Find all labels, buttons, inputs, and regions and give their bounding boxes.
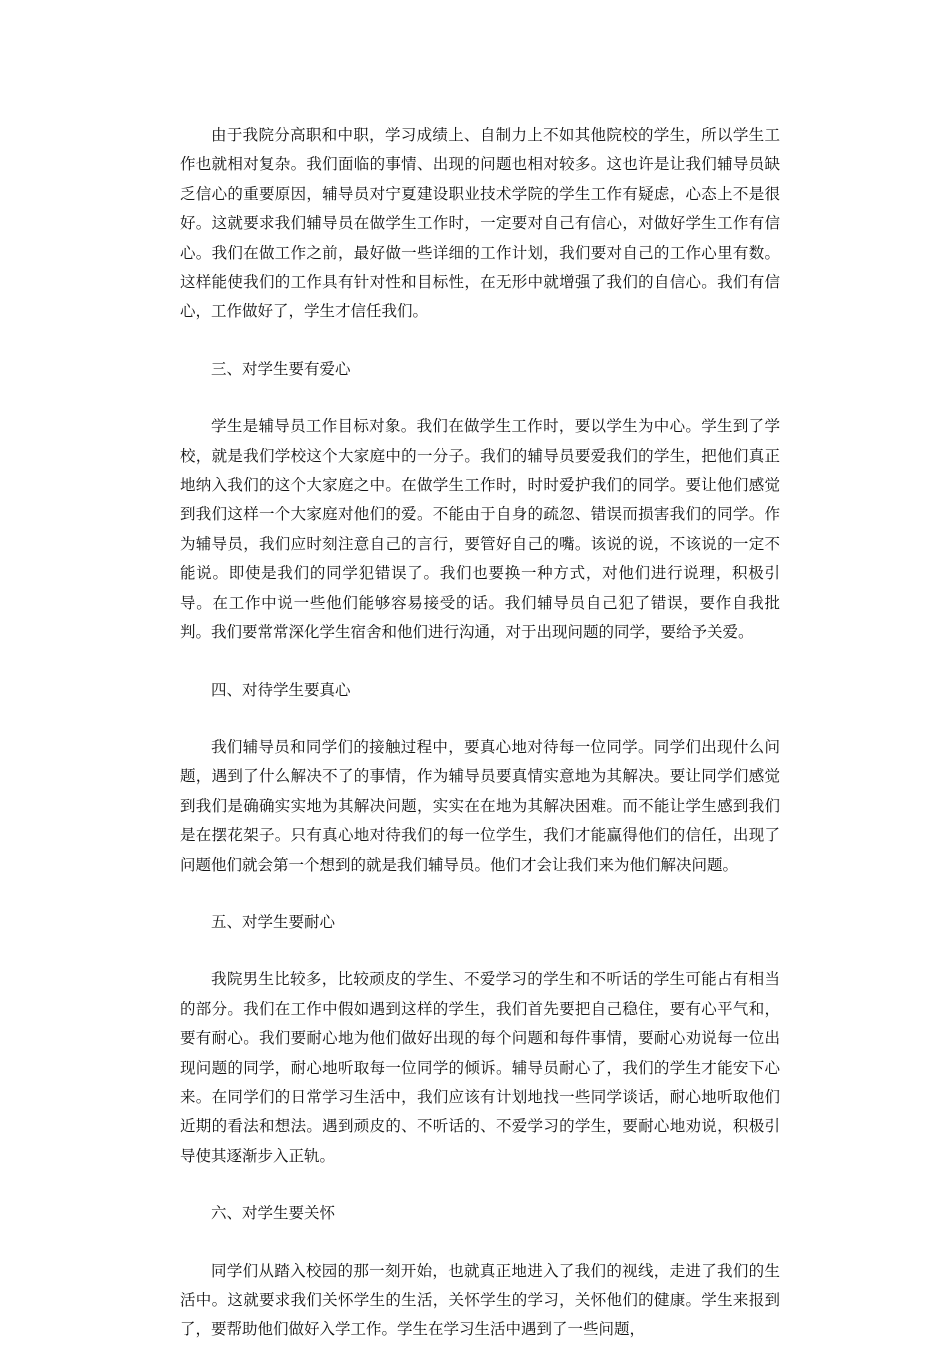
- paragraph-confidence: 由于我院分高职和中职，学习成绩上、自制力上不如其他院校的学生，所以学生工作也就相对复杂。我们面临的事情、出现的问题也相对较多。这也许是让我们辅导员缺乏信心的重要原因，辅导员对宁夏建设职业技术学院的学生工作有疑虑，心态上不是很好。这就要求我们辅导员在做学生工作时，一定要对自己有信心，对做好学生工作有信心。我们在做工作之前，最好做一些详细的工作计划，我们要对自己的工作心里有数。这样能使我们的工作具有针对性和目标性，在无形中就增强了我们的自信心。我们有信心，工作做好了，学生才信任我们。: [180, 126, 780, 321]
- paragraph-sincerity: 我们辅导员和同学们的接触过程中，要真心地对待每一位同学。同学们出现什么问题，遇到了什么解决不了的事情，作为辅导员要真情实意地为其解决。要让同学们感觉到我们是确确实实地为其解决问题，实实在在地为其解决困难。而不能让学生感到我们是在摆花架子。只有真心地对待我们的每一位学生，我们才能赢得他们的信任，出现了问题他们就会第一个想到的就是我们辅导员。他们才会让我们来为他们解决问题。: [180, 737, 780, 874]
- document-body: [180, 121, 780, 1345]
- section-heading-patience: 五、对学生要耐心: [211, 912, 336, 931]
- paragraph-love: 学生是辅导员工作目标对象。我们在做学生工作时，要以学生为中心。学生到了学校，就是我们学校这个大家庭中的一分子。我们的辅导员要爱我们的学生，把他们真正地纳入我们的这个大家庭之中。在做学生工作时，时时爱护我们的同学。要让他们感觉到我们这样一个大家庭对他们的爱。不能由于自身的疏忽、错误而损害我们的同学。作为辅导员，我们应时刻注意自己的言行，要管好自己的嘴。该说的说，不该说的一定不能说。即使是我们的同学犯错误了。我们也要换一种方式，对他们进行说理，积极引导。在工作中说一些他们能够容易接受的话。我们辅导员自己犯了错误，要作自我批判。我们要常常深化学生宿舍和他们进行沟通，对于出现问题的同学，要给予关爱。: [180, 417, 780, 642]
- section-heading-sincerity: 四、对待学生要真心: [211, 680, 351, 699]
- section-heading-care: 六、对学生要关怀: [211, 1204, 336, 1223]
- section-heading-love: 三、对学生要有爱心: [211, 359, 351, 378]
- paragraph-patience: 我院男生比较多，比较顽皮的学生、不爱学习的学生和不听话的学生可能占有相当的部分。我们在工作中假如遇到这样的学生，我们首先要把自己稳住，要有心平气和，要有耐心。我们要耐心地为他们做好出现的每个问题和每件事情，要耐心劝说每一位出现问题的同学，耐心地听取每一位同学的倾诉。辅导员耐心了，我们的学生才能安下心来。在同学们的日常学习生活中，我们应该有计划地找一些同学谈话，耐心地听取他们近期的看法和想法。遇到顽皮的、不听话的、不爱学习的学生，要耐心地劝说，积极引导使其逐渐步入正轨。: [180, 970, 780, 1165]
- paragraph-care: 同学们从踏入校园的那一刻开始，也就真正地进入了我们的视线，走进了我们的生活中。这就要求我们关怀学生的生活，关怀学生的学习，关怀他们的健康。学生来报到了，要帮助他们做好入学工作。学生在学习生活中遇到了一些问题，: [180, 1261, 780, 1339]
